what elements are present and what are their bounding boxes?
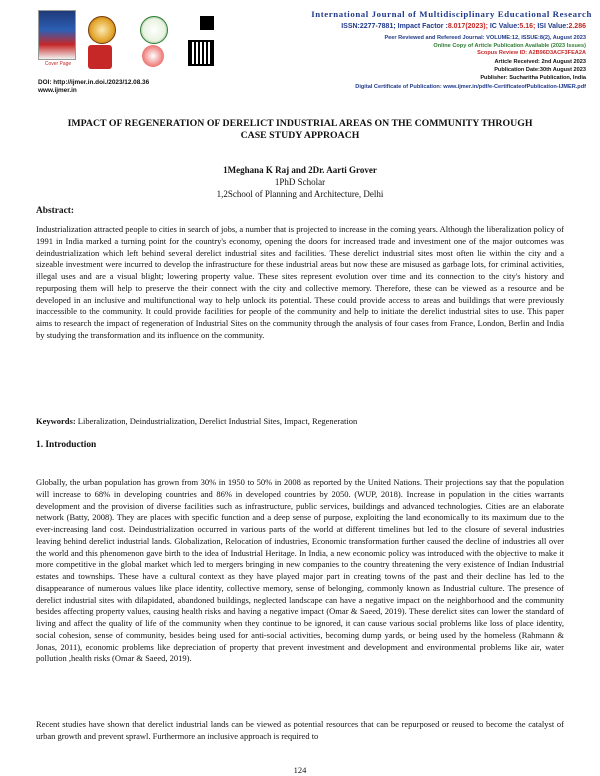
author-affiliation-2: 1,2School of Planning and Architecture, Delhi [216,189,384,199]
abstract-text: Industrialization attracted people to cities in search of jobs, a number that is projected to increase in the coming years. Although the liberalization policy of 1991 in India marked a turning point for the country's economy, opening the doors for increased trade and investment one of the major outcomes was deindustrialization which left behind several derelict industrial sites and facilities. These derelict industrial sites most often lie within the city and a sizeable investment were incurred to develop the infrastructure for these industrial areas but now these are misused as garbage lots, for criminal activities, illegal uses and are a visual blight; lowering property value. These sites represent evolution over time and its connection to the city's history and repurposing them will help to preserve the their connect with the city and collective memory. Therefore, these can be viewed as a resource and be developed in an inclusive and multifunctional way to help unlock its potential. These could provide access to areas and buildings that were previously inaccessible to the community. It could provide facilities for people of the community and help to initiate the derelict industrial sites to use. This paper aims to research the impact of regeneration of Industrial Sites on the community through the analysis of four cases from France, London, Berlin and India by studying the transformation and its influence on the community. [36,224,564,340]
keywords-line [36,416,564,426]
isi-label: ISI Value: [535,23,569,30]
impact-factor: 8.017(2023); [447,23,488,30]
seal-logo [140,16,168,44]
emblem-logo [88,16,116,44]
intro-paragraph-1: Globally, the urban population has grown from 30% in 1950 to 50% in 2008 as reported by the United Nations. Their projections say that the population will increase to 68% in developing countries and 86% in developed countries by 2050. (WUP, 2018). Increase in population in the cities warrants development and the provision of diverse facilities such as infrastructure, public services, buildings and advanced technologies. Cities are an elaborate network (Batty, 2008). They are places with specific function and a deep sense of purpose, exploiting the land economically to its maximum due to the ever-increasing land cost. Deindustrialization occurred in various parts of the world at different timelines but led to the closure of several industries leaving behind derelict industrial lands. Globalization, Relocation of industries, Economic transformation further caused the decline of industries all over the world and this phenomenon gave birth to the idea of Industrial Heritage. In India, a new economic policy was introduced with the objective to make it more competitive in the global market which led to mergers bringing in new companies to the country threatening the very existence of Indian Industrial estates and townships. These have a cultural context as they have played major part in creating towns of the past and their decline has led to the disappearance of numerous values like place identity, collective memory, sense of belonging, commonly known as Industrial culture. The presence of derelict industrial sites with dilapidated, abandoned buildings, neglected landscape can have a negative impact on the neighborhood and the community besides affecting property values, causing health risks and having a negative impact (Omar & Saeed, 2019). These derelict sites can lower the standard of living and affect the quality of life of the community when they continue to be ignored, it can cause various social problems like loss of place identity, social cohesion, sense of community, besides being used for anti-social activities, becoming dump yards, or being used by the homeless (Rahmann & Jonas, 2011), economic problems like depreciation of property that prevent investment and development and environmental problems like air, water pollution ,health risks (Omar & Saeed, 2019). [36,477,564,664]
section-heading-introduction: 1. Introduction [36,440,97,450]
page-number: 124 [293,765,307,775]
author-names: 1Meghana K Raj and 2Dr. Aarti Grover [223,165,377,175]
publisher-logo [88,45,112,69]
author-block [0,164,600,200]
intro-paragraph-2: Recent studies have shown that derelict industrial lands can be viewed as potential resources that can be repurposed or reused to become the catalyst of urban growth and prevent sprawl. Furthermore an inclusive approach is required to [36,719,564,741]
author-affiliation-1: 1PhD Scholar [274,177,326,187]
badge-logo [142,45,164,67]
publication-date-line: Publication Date:30th August 2023 [494,67,586,73]
ic-label: IC Value: [487,23,520,30]
keywords-text: Liberalization, Deindustrialization, Derelict Industrial Sites, Impact, Regeneration [75,416,358,426]
issn-line [341,23,586,30]
volume-line: Peer Reviewed and Refereed Journal: VOLUME:12, ISSUE:8(2), August 2023 [384,35,586,41]
online-copy-line: Online Copy of Article Publication Available (2023 Issues) [433,43,586,49]
certificate-link[interactable]: Digital Certificate of Publication: www.ijmer.in/pdf/e-CertificateofPublication-IJMER.pdf [355,84,586,90]
received-line: Article Received: 2nd August 2023 [494,59,586,65]
issn-label: ISSN:2277-7881; Impact Factor : [341,23,448,30]
doi-link[interactable]: DOI: http://ijmer.in.doi./2023/12.08.36 [38,79,150,86]
journal-header [0,0,600,110]
abstract-heading: Abstract: [36,206,75,216]
keywords-label: Keywords: [36,416,76,426]
doi-block [38,79,149,95]
paper-title: IMPACT OF REGENERATION OF DERELICT INDUSTRIAL AREAS ON THE COMMUNITY THROUGH CASE STUDY APPROACH [67,118,533,141]
qr-code-icon [200,16,214,30]
qr-code-icon [188,40,214,66]
site-link[interactable]: www.ijmer.in [38,87,77,94]
cover-page-label: Cover Page [44,61,72,67]
ic-value: 5.16; [519,23,536,30]
publisher-line: Publisher: Sucharitha Publication, India [480,75,586,81]
isi-value: 2.286 [568,23,586,30]
journal-cover-image [38,10,76,60]
journal-title: International Journal of Multidisciplinary Educational Research [311,9,592,19]
scopus-line: Scopus Review ID: A2B96D3ACF3FEA2A [477,50,586,56]
